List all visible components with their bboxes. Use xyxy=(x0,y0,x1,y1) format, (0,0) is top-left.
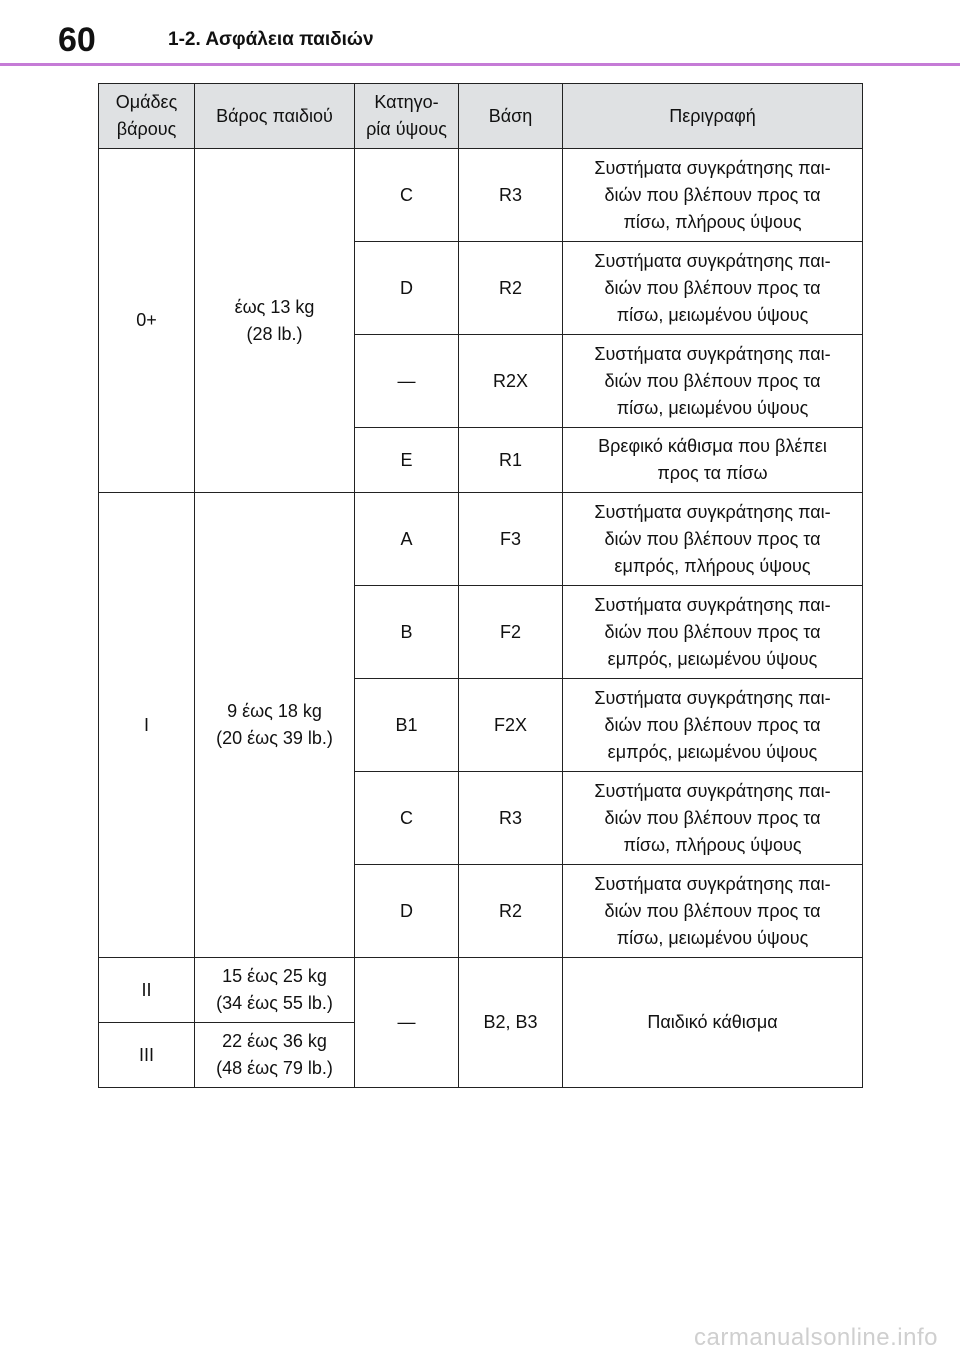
description-cell: Συστήματα συγκράτησης παι- διών που βλέπουν προς τα πίσω, μειωμένου ύψους xyxy=(563,865,863,958)
header-child-weight: Βάρος παιδιού xyxy=(195,84,355,149)
watermark: carmanualsonline.info xyxy=(694,1324,938,1351)
section-title: 1-2. Ασφάλεια παιδιών xyxy=(168,29,374,50)
size-class-cell: C xyxy=(355,772,459,865)
size-class-cell: A xyxy=(355,493,459,586)
description-cell: Παιδικό κάθισμα xyxy=(563,958,863,1088)
description-cell: Βρεφικό κάθισμα που βλέπει προς τα πίσω xyxy=(563,428,863,493)
fixture-cell: R2 xyxy=(459,242,563,335)
size-class-cell: C xyxy=(355,149,459,242)
fixture-cell: B2, B3 xyxy=(459,958,563,1088)
table-row xyxy=(99,493,863,586)
weight-group-cell: 0+ xyxy=(99,149,195,493)
header-size-class: Κατηγο- ρία ύψους xyxy=(355,84,459,149)
size-class-cell: D xyxy=(355,242,459,335)
table-row xyxy=(99,958,863,1023)
table-row xyxy=(99,149,863,242)
weight-group-cell: I xyxy=(99,493,195,958)
table-header-row xyxy=(99,84,863,149)
fixture-cell: R2 xyxy=(459,865,563,958)
description-cell: Συστήματα συγκράτησης παι- διών που βλέπουν προς τα εμπρός, μειωμένου ύψους xyxy=(563,586,863,679)
size-class-cell: E xyxy=(355,428,459,493)
description-cell: Συστήματα συγκράτησης παι- διών που βλέπουν προς τα πίσω, μειωμένου ύψους xyxy=(563,242,863,335)
header-description: Περιγραφή xyxy=(563,84,863,149)
page-header xyxy=(0,0,960,66)
fixture-cell: F2 xyxy=(459,586,563,679)
fixture-cell: R3 xyxy=(459,772,563,865)
child-weight-cell: 15 έως 25 kg (34 έως 55 lb.) xyxy=(195,958,355,1023)
weight-group-cell: II xyxy=(99,958,195,1023)
child-weight-cell: 9 έως 18 kg (20 έως 39 lb.) xyxy=(195,493,355,958)
fixture-cell: R2X xyxy=(459,335,563,428)
header-rule xyxy=(0,63,960,66)
fixture-cell: R3 xyxy=(459,149,563,242)
size-class-cell: — xyxy=(355,958,459,1088)
description-cell: Συστήματα συγκράτησης παι- διών που βλέπουν προς τα εμπρός, μειωμένου ύψους xyxy=(563,679,863,772)
description-cell: Συστήματα συγκράτησης παι- διών που βλέπουν προς τα εμπρός, πλήρους ύψους xyxy=(563,493,863,586)
page-number: 60 xyxy=(58,21,96,59)
size-class-cell: B1 xyxy=(355,679,459,772)
size-class-cell: D xyxy=(355,865,459,958)
fixture-cell: F3 xyxy=(459,493,563,586)
child-restraint-table xyxy=(98,83,863,1088)
header-weight-group: Ομάδες βάρους xyxy=(99,84,195,149)
child-weight-cell: έως 13 kg (28 lb.) xyxy=(195,149,355,493)
description-cell: Συστήματα συγκράτησης παι- διών που βλέπουν προς τα πίσω, μειωμένου ύψους xyxy=(563,335,863,428)
weight-group-cell: III xyxy=(99,1023,195,1088)
fixture-cell: R1 xyxy=(459,428,563,493)
size-class-cell: — xyxy=(355,335,459,428)
fixture-cell: F2X xyxy=(459,679,563,772)
description-cell: Συστήματα συγκράτησης παι- διών που βλέπουν προς τα πίσω, πλήρους ύψους xyxy=(563,772,863,865)
header-fixture: Βάση xyxy=(459,84,563,149)
description-cell: Συστήματα συγκράτησης παι- διών που βλέπουν προς τα πίσω, πλήρους ύψους xyxy=(563,149,863,242)
size-class-cell: B xyxy=(355,586,459,679)
child-weight-cell: 22 έως 36 kg (48 έως 79 lb.) xyxy=(195,1023,355,1088)
